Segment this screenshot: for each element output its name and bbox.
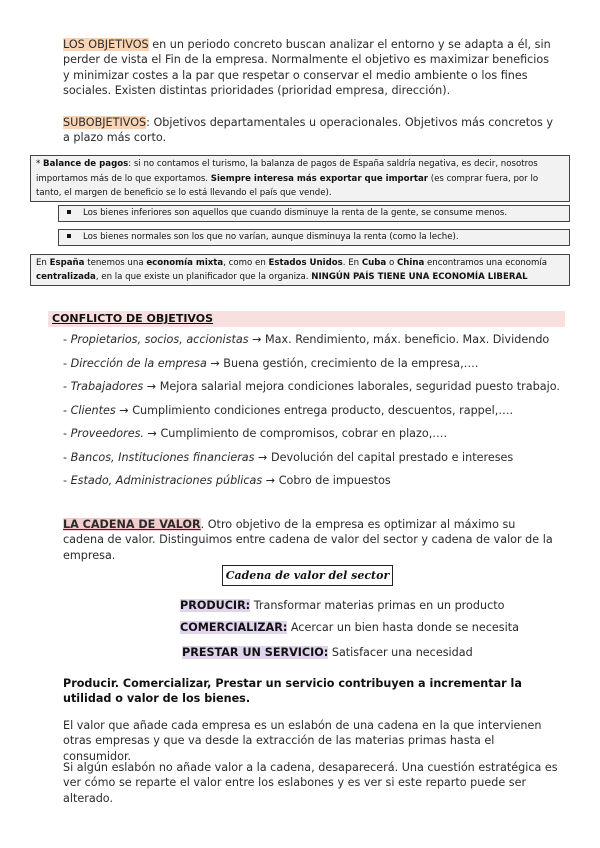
economy-bold: China [396, 258, 425, 268]
stakeholder-goal: → Cumplimiento condiciones entrega producto, descuentos, rappel,…. [115, 403, 514, 417]
stakeholder: Bancos, Instituciones financieras [70, 450, 255, 464]
economy-text: , como en [223, 258, 269, 268]
economy-bold: NINGÚN PAÍS TIENE UNA ECONOMÍA LIBERAL [311, 272, 528, 282]
bullet-square-icon [67, 234, 71, 238]
list-item: - Clientes → Cumplimiento condiciones entrega producto, descuentos, rappel,…. [63, 403, 514, 417]
step-text: Acercar un bien hasta donde se necesita [287, 621, 519, 634]
stakeholder-goal: → Devolución del capital prestado e intereses [254, 450, 514, 464]
stakeholder-goal: → Cumplimiento de compromisos, cobrar en plazo,…. [144, 427, 448, 440]
stakeholder: Estado, Administraciones públicas [70, 474, 263, 487]
economy-text: encontramos una economía [424, 258, 548, 268]
economy-types-box [30, 254, 570, 286]
economy-bold: Estados Unidos [268, 258, 343, 268]
step-label: COMERCIALIZAR: [180, 621, 288, 634]
bullet-normal-goods [58, 229, 570, 246]
conflict-list [63, 332, 560, 497]
conflict-heading [52, 311, 213, 326]
value-paragraph-1 [63, 718, 563, 764]
list-item: - Proveedores. → Cumplimiento de compromisos, cobrar en plazo,…. [63, 427, 448, 440]
balance-term: Balance de pagos [43, 159, 129, 169]
step-label: PRESTAR UN SERVICIO: [182, 646, 329, 659]
step-commercialize [180, 620, 519, 635]
objectives-paragraph [63, 37, 553, 99]
step-service [182, 645, 473, 660]
value-chain-paragraph [63, 517, 558, 563]
economy-text: En [36, 258, 50, 268]
conflict-title: CONFLICTO DE OBJETIVOS [52, 312, 214, 325]
value-summary-text: Producir. Comercializar, Prestar un servicio contribuyen a incrementar la utilidad o valor de los bienes. [63, 677, 522, 706]
economy-bold: España [49, 258, 85, 268]
value-paragraph-2-text: Si algún eslabón no añade valor a la cadena, desaparecerá. Una cuestión estratégica es ver cómo se reparte el valor entre los eslabones y es ver si este reparto puede ser alterado. [63, 761, 558, 805]
stakeholder-goal: → Cobro de impuestos [262, 474, 391, 487]
stakeholder: Dirección de la empresa [70, 356, 207, 370]
bullet-inferior-goods [58, 205, 570, 222]
economy-bold: centralizada [36, 272, 96, 282]
list-item: - Dirección de la empresa → Buena gestión, crecimiento de la empresa,…. [63, 356, 479, 370]
step-text: Satisfacer una necesidad [328, 646, 473, 659]
stakeholder-goal: → Max. Rendimiento, máx. beneficio. Max. Dividendo [248, 333, 550, 346]
step-produce [180, 598, 504, 613]
value-chain-label: LA CADENA DE VALOR [63, 518, 201, 531]
list-item: - Trabajadores → Mejora salarial mejora condiciones laborales, seguridad puesto trabajo. [63, 380, 560, 393]
stakeholder: Trabajadores [70, 380, 144, 393]
economy-bold: economía mixta [146, 258, 224, 268]
step-text: Transformar materias primas en un producto [250, 599, 505, 612]
subobjectives-label: SUBOBJETIVOS [63, 116, 147, 129]
bullet-text: Los bienes normales son los que no varían, aunque disminuya la renta (como la leche). [83, 232, 459, 242]
subobjectives-text: : Objetivos departamentales u operacionales. Objetivos más concretos y a plazo más corto. [63, 116, 553, 145]
value-chain-sector-box: Cadena de valor del sector [222, 565, 393, 586]
balance-text-2: (es comprar fuera, por lo tanto, el margen de beneficio se lo está llevando el país que vende). [36, 173, 539, 198]
stakeholder: Proveedores. [70, 427, 144, 440]
balance-text-1: : si no contamos el turismo, la balanza de pagos de España saldría negativa, es decir, nosotros importamos más de lo que exportamos. [36, 159, 538, 184]
list-item: - Estado, Administraciones públicas → Cobro de impuestos [63, 474, 391, 487]
stakeholder-goal: → Mejora salarial mejora condiciones laborales, seguridad puesto trabajo. [143, 380, 560, 393]
bullet-text: Los bienes inferiores son aquellos que cuando disminuye la renta de la gente, se consume menos. [83, 208, 508, 218]
step-label: PRODUCIR: [180, 599, 251, 612]
stakeholder: Propietarios, socios, accionistas [70, 333, 249, 346]
economy-text: . En [342, 258, 362, 268]
balance-of-payments-box [30, 155, 570, 202]
stakeholder-goal: → Buena gestión, crecimiento de la empresa,…. [206, 356, 479, 370]
economy-text: , en la que existe un planificador que la organiza. [95, 272, 312, 282]
value-paragraph-2 [63, 760, 563, 806]
value-chain-text: . Otro objetivo de la empresa es optimizar al máximo su cadena de valor. Distinguimos entre cadena de valor del sector y cadena de valor de la empresa. [63, 518, 553, 562]
subobjectives-paragraph [63, 115, 553, 146]
economy-text: tenemos una [84, 258, 147, 268]
list-item: - Bancos, Instituciones financieras → Devolución del capital prestado e intereses [63, 450, 514, 464]
bullet-square-icon [67, 210, 71, 214]
balance-emphasis: Siempre interesa más exportar que importar [210, 173, 428, 184]
list-item: - Propietarios, socios, accionistas → Max. Rendimiento, máx. beneficio. Max. Dividendo [63, 333, 550, 346]
value-paragraph-1-text: El valor que añade cada empresa es un eslabón de una cadena en la que intervienen otras empresas y que va desde la extracción de las materias primas hasta el consumidor. [63, 719, 542, 763]
economy-text: o [386, 258, 397, 268]
objectives-text: en un periodo concreto buscan analizar el entorno y se adapta a él, sin perder de vista el Fin de la empresa. Normalmente el objetivo es maximizar beneficios y minimizar costes a la par que respetar o conservar el medio ambiente o los fines sociales. Existen distintas prioridades (prioridad empresa, dirección). [63, 38, 551, 98]
balance-star: * [36, 159, 44, 169]
stakeholder: Clientes [70, 403, 116, 417]
economy-bold: Cuba [361, 258, 387, 268]
objectives-label: LOS OBJETIVOS [63, 38, 149, 51]
value-summary [63, 676, 563, 707]
